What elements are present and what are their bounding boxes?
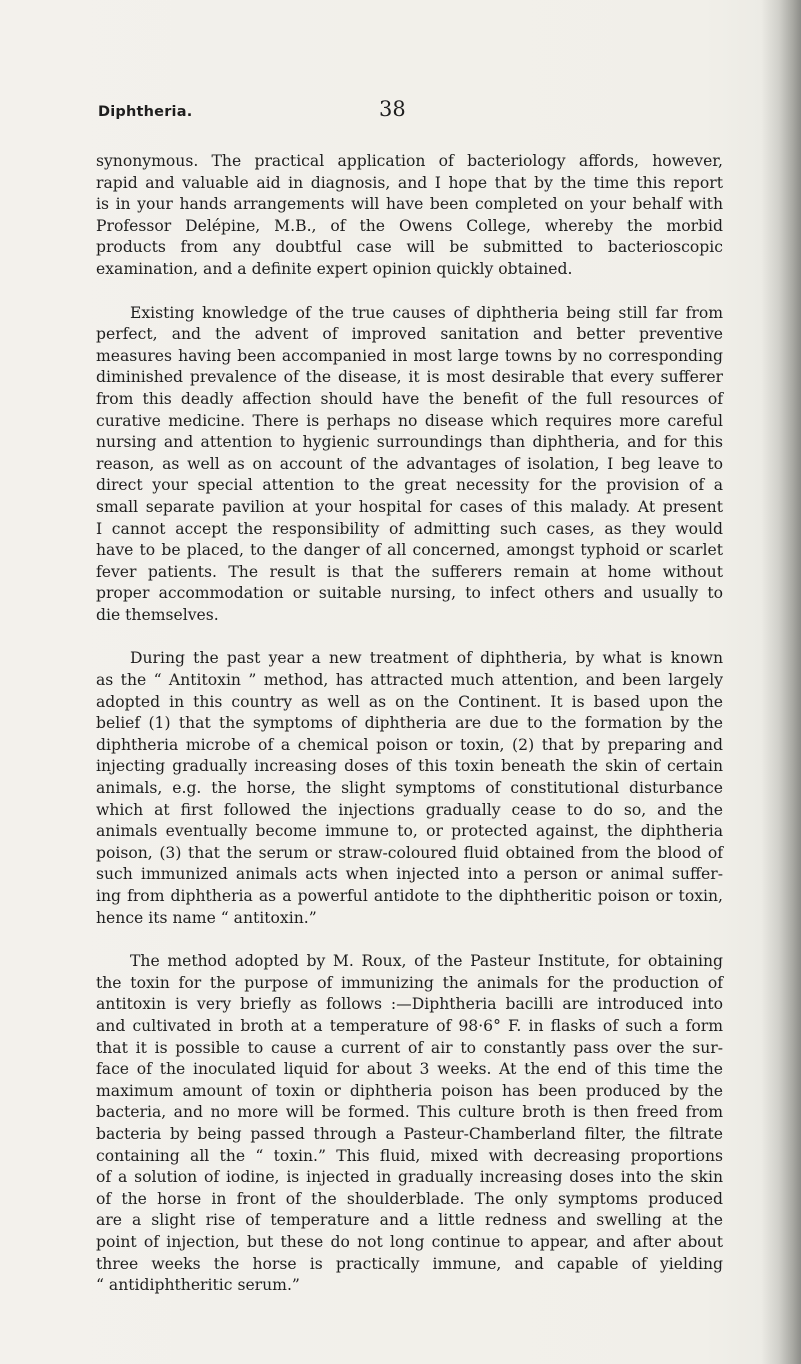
text-line: diminished prevalence of the disease, it is most desirable that every sufferer	[96, 368, 723, 387]
text-line: hence its name “ antitoxin.”	[96, 908, 317, 927]
text-line: bacteria by being passed through a Pasteur-Chamberland filter, the filtrate	[96, 1124, 723, 1143]
text-line: nursing and attention to hygienic surroundings than diphtheria, and for this	[96, 433, 723, 452]
text-line: During the past year a new treatment of diphtheria, by what is known	[130, 649, 723, 668]
text-line: the toxin for the purpose of immunizing the animals for the production of	[96, 973, 723, 992]
text-line: curative medicine. There is perhaps no disease which requires more careful	[96, 411, 723, 430]
text-line: Existing knowledge of the true causes of diphtheria being still far from	[130, 303, 723, 322]
text-line: reason, as well as on account of the advantages of isolation, I beg leave to	[96, 454, 723, 473]
text-line: antitoxin is very briefly as follows :—Diphtheria bacilli are introduced into	[96, 995, 723, 1014]
text-line: face of the inoculated liquid for about 3 weeks. At the end of this time the	[96, 1060, 723, 1079]
text-line: bacteria, and no more will be formed. This culture broth is then freed from	[96, 1103, 723, 1122]
text-line: injecting gradually increasing doses of this toxin beneath the skin of certain	[96, 757, 723, 776]
text-line: “ antidiphtheritic serum.”	[96, 1276, 300, 1295]
text-line: belief (1) that the symptoms of diphtheria are due to the formation by the	[96, 714, 723, 733]
text-line: I cannot accept the responsibility of admitting such cases, as they would	[96, 519, 723, 538]
text-line: Professor Delépine, M.B., of the Owens College, whereby the morbid	[96, 216, 723, 235]
text-line: that it is possible to cause a current of air to constantly pass over the sur-	[96, 1038, 723, 1057]
text-line: die themselves.	[96, 605, 219, 624]
paragraph-3	[96, 648, 723, 929]
text-line: ing from diphtheria as a powerful antidote to the diphtheritic poison or toxin,	[96, 887, 723, 905]
text-line: products from any doubtful case will be submitted to bacterioscopic	[96, 238, 723, 257]
page-binding-shadow	[761, 0, 801, 1364]
text-line: examination, and a definite expert opinion quickly obtained.	[96, 259, 573, 278]
text-line: of the horse in front of the shoulderblade. The only symptoms produced	[96, 1189, 723, 1208]
text-line: from this deadly affection should have the benefit of the full resources of	[96, 389, 723, 408]
text-line: small separate pavilion at your hospital for cases of this malady. At present	[96, 497, 723, 516]
text-line: measures having been accompanied in most large towns by no corresponding	[96, 346, 723, 365]
text-line: The method adopted by M. Roux, of the Pasteur Institute, for obtaining	[130, 952, 723, 971]
text-line: three weeks the horse is practically immune, and capable of yielding	[96, 1254, 723, 1273]
page-header	[0, 97, 801, 134]
text-line: maximum amount of toxin or diphtheria poison has been produced by the	[96, 1081, 723, 1100]
text-line: poison, (3) that the serum or straw-coloured fluid obtained from the blood of	[96, 843, 723, 862]
text-line: point of injection, but these do not long continue to appear, and after about	[96, 1232, 723, 1251]
text-line: adopted in this country as well as on the Continent. It is based upon the	[96, 692, 723, 711]
text-line: diphtheria microbe of a chemical poison or toxin, (2) that by preparing and	[96, 735, 723, 754]
text-line: direct your special attention to the great necessity for the provision of a	[96, 476, 723, 495]
text-line: proper accommodation or suitable nursing, to infect others and usually to	[96, 584, 723, 603]
text-line: containing all the “ toxin.” This fluid, mixed with decreasing proportions	[96, 1146, 723, 1165]
paragraph-4	[96, 951, 723, 1297]
text-line: which at first followed the injections gradually cease to do so, and the	[96, 800, 723, 819]
text-line: have to be placed, to the danger of all concerned, amongst typhoid or scarlet	[96, 541, 723, 560]
paragraph-1	[96, 151, 723, 281]
text-line: are a slight rise of temperature and a little redness and swelling at the	[96, 1211, 723, 1230]
text-line: animals, e.g. the horse, the slight symptoms of constitutional disturbance	[96, 779, 723, 798]
running-head: Diphtheria.	[98, 104, 193, 120]
text-line: animals eventually become immune to, or protected against, the diphtheria	[96, 822, 723, 841]
text-line: perfect, and the advent of improved sanitation and better preventive	[96, 325, 723, 344]
text-line: is in your hands arrangements will have been completed on your behalf with	[96, 195, 723, 214]
text-line: rapid and valuable aid in diagnosis, and I hope that by the time this report	[96, 173, 723, 192]
paragraph-2	[96, 303, 723, 627]
text-line: and cultivated in broth at a temperature of 98·6° F. in flasks of such a form	[96, 1016, 723, 1035]
text-line: fever patients. The result is that the sufferers remain at home without	[96, 562, 723, 581]
text-line: as the “ Antitoxin ” method, has attracted much attention, and been largely	[96, 671, 723, 690]
page-number: 38	[379, 97, 406, 121]
text-line: synonymous. The practical application of bacteriology affords, however,	[96, 152, 723, 170]
body-text	[96, 151, 723, 1319]
text-line: of a solution of iodine, is injected in gradually increasing doses into the skin	[96, 1168, 723, 1187]
text-line: such immunized animals acts when injected into a person or animal suffer-	[96, 865, 723, 884]
